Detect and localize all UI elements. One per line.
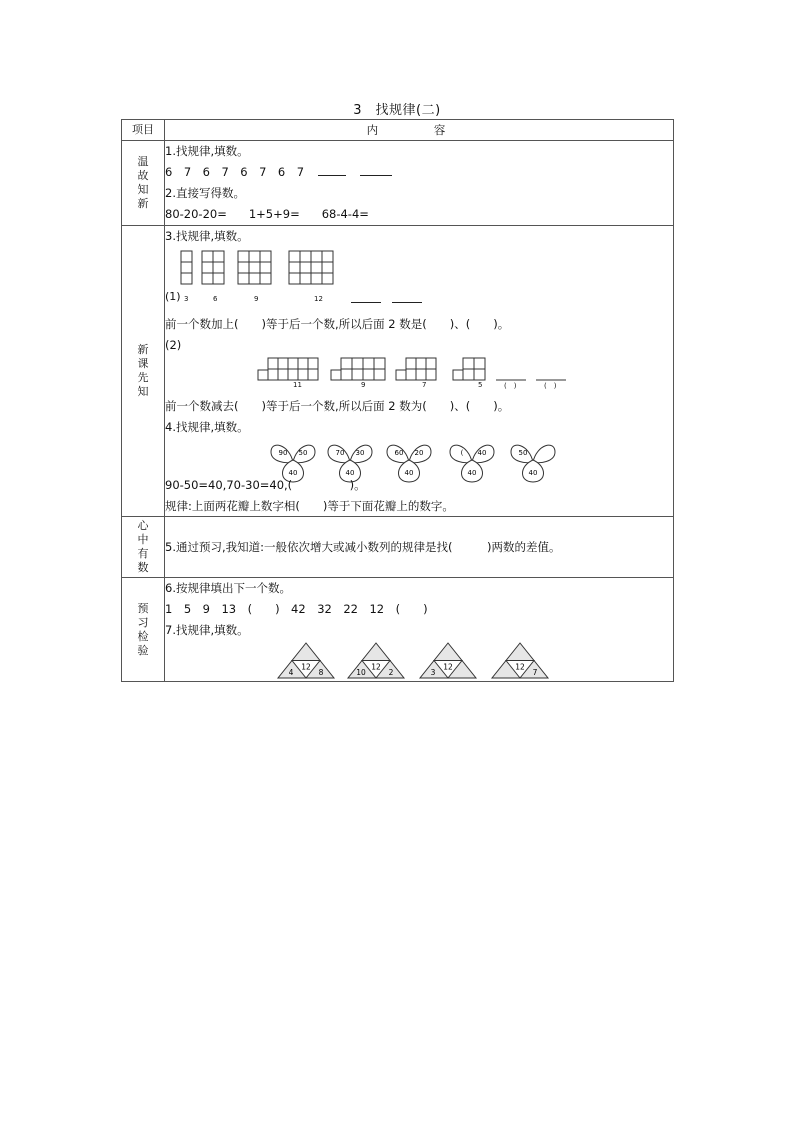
- triangle-right-number: 8: [318, 668, 324, 677]
- worksheet-table: [121, 119, 674, 682]
- calc-item: 80-20-20=: [165, 207, 227, 221]
- header-content: 内 容: [165, 120, 674, 141]
- section-label-mind: 心中有数: [122, 517, 165, 578]
- triangle-right-number: 2: [388, 668, 394, 677]
- petal-left-number: 60: [394, 449, 404, 457]
- blank-paren[interactable]: ( ): [544, 382, 557, 390]
- answer-blank[interactable]: [360, 163, 392, 176]
- column-count-label: 12: [314, 295, 323, 303]
- question-4-equation: 90-50=40,70-30=40,( )。: [165, 478, 366, 492]
- answer-blank[interactable]: [392, 302, 422, 303]
- blank-paren[interactable]: ( ): [504, 382, 517, 390]
- triangle-left-number: 10: [356, 668, 366, 677]
- calc-item: 1+5+9=: [248, 207, 300, 221]
- section-content-review: [165, 141, 674, 226]
- question-1-sequence: [165, 162, 673, 183]
- question-6: 6.按规律填出下一个数。: [165, 581, 291, 595]
- petal-left-number: 90: [278, 449, 288, 457]
- petal-bottom-number: 40: [467, 469, 477, 477]
- triangle-right-number: 7: [532, 668, 538, 677]
- square-columns-figure: [165, 248, 425, 300]
- petal-right-number: 50: [298, 449, 308, 457]
- flower: [387, 445, 431, 482]
- triangles-row: [165, 642, 665, 680]
- column-count-label: 9: [254, 295, 259, 303]
- section-content-check: [165, 578, 674, 682]
- triangle-center-number: 12: [515, 662, 525, 672]
- question-4-rule: 规律:上面两花瓣上数字相( )等于下面花瓣上的数字。: [165, 499, 454, 513]
- row-count-label: 11: [293, 381, 302, 389]
- question-2: 2.直接写得数。: [165, 186, 245, 200]
- question-4: 4.找规律,填数。: [165, 420, 249, 434]
- triangle-left-number: 4: [288, 668, 294, 677]
- section-content-new: [165, 226, 674, 517]
- answer-blank[interactable]: [351, 302, 381, 303]
- number-triangle: [348, 643, 404, 678]
- section-mind: [122, 517, 674, 578]
- part-2-mark: (2): [165, 338, 182, 352]
- section-review: [122, 141, 674, 226]
- answer-blank[interactable]: [318, 163, 346, 176]
- column-count-label: 3: [184, 295, 189, 303]
- petal-bottom-number: 40: [288, 469, 298, 477]
- header-row: [122, 120, 674, 141]
- question-6-sequence: 1 5 9 13 ( ) 42 32 22 12 ( ): [165, 602, 428, 616]
- square-rows-figure: [255, 356, 585, 386]
- section-check: [122, 578, 674, 682]
- triangle-center-number: 12: [371, 662, 381, 672]
- question-3: 3.找规律,填数。: [165, 229, 249, 243]
- triangles-svg: [165, 642, 665, 680]
- petal-bottom-number: 40: [528, 469, 538, 477]
- section-label-review: 温故知新: [122, 141, 165, 226]
- number-triangle: [278, 643, 334, 678]
- petal-right-number: 30: [355, 449, 365, 457]
- calc-item: 68-4-4=: [321, 207, 369, 221]
- row-count-label: 5: [478, 381, 483, 389]
- row-count-label: 7: [422, 381, 427, 389]
- question-5: 5.通过预习,我知道:一般依次增大或减小数列的规律是找( )两数的差值。: [165, 539, 561, 554]
- petal-bottom-number: 40: [404, 469, 414, 477]
- sequence-shown: 6 7 6 7 6 7 6 7: [165, 165, 305, 179]
- flower: [511, 445, 555, 482]
- part-1-mark: (1): [165, 290, 181, 303]
- row-count-label: 9: [361, 381, 366, 389]
- page-title: 3 找规律(二): [353, 103, 441, 118]
- petal-right-number: 40: [477, 449, 487, 457]
- part-1-text: 前一个数加上( )等于后一个数,所以后面 2 数是( )、( )。: [165, 317, 510, 331]
- header-item: 项目: [122, 120, 165, 141]
- petal-left-number: 50: [518, 449, 528, 457]
- petal-left-number: (: [460, 449, 464, 457]
- column-count-label: 6: [213, 295, 218, 303]
- part-2-text: 前一个数减去( )等于后一个数,所以后面 2 数为( )、( )。: [165, 399, 510, 413]
- section-label-new: 新课先知: [122, 226, 165, 517]
- question-7: 7.找规律,填数。: [165, 623, 249, 637]
- flower: [450, 445, 494, 482]
- section-label-check: 预习检验: [122, 578, 165, 682]
- question-2-items: [165, 204, 673, 225]
- triangle-center-number: 12: [443, 662, 453, 672]
- triangle-center-number: 12: [301, 662, 311, 672]
- number-triangle: [492, 643, 548, 678]
- petal-right-number: 20: [414, 449, 424, 457]
- petal-bottom-number: 40: [345, 469, 355, 477]
- question-1: 1.找规律,填数。: [165, 144, 249, 158]
- triangle-left-number: 3: [430, 668, 436, 677]
- section-content-mind: [165, 517, 674, 578]
- section-new: [122, 226, 674, 517]
- number-triangle: [420, 643, 476, 678]
- petal-left-number: 70: [335, 449, 345, 457]
